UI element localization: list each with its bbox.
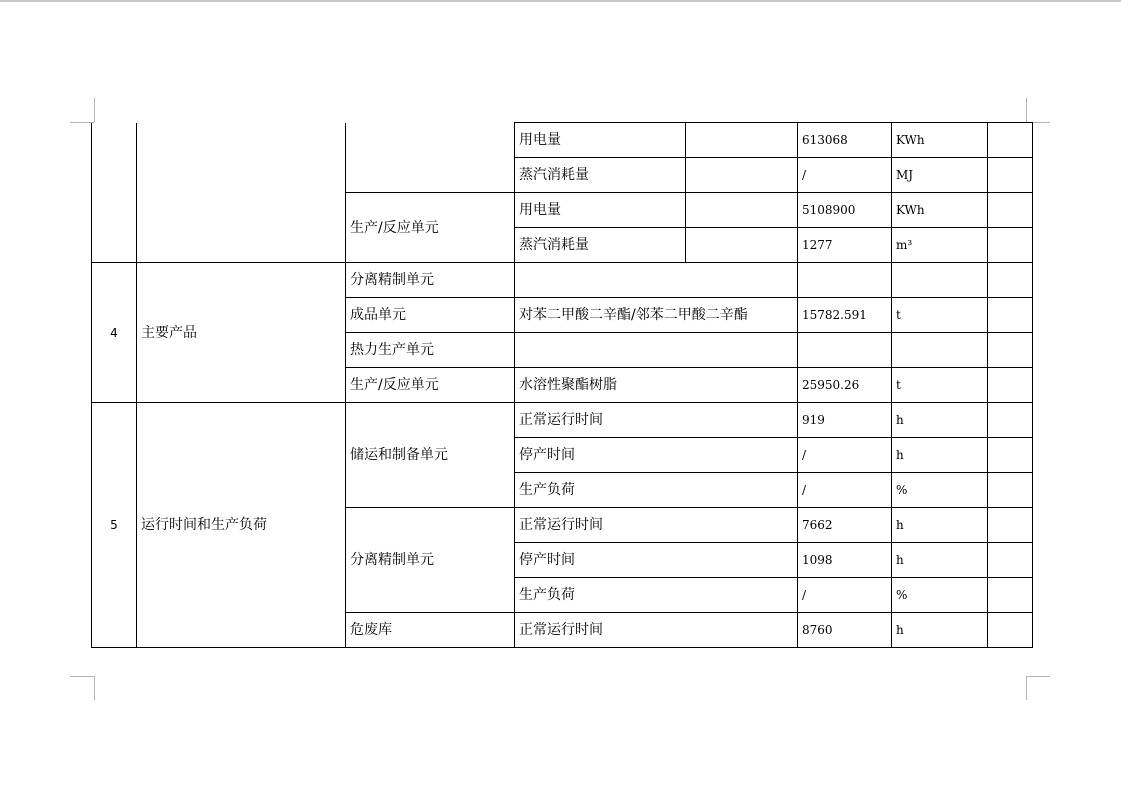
crop-mark-bottom-right-h: [1026, 676, 1050, 677]
table-row: [92, 123, 1033, 158]
unit-cell: 分离精制单元: [346, 508, 515, 613]
section-index: 4: [92, 263, 137, 403]
value-cell: 8760: [798, 613, 892, 648]
value-cell: /: [798, 473, 892, 508]
value-cell: 5108900: [798, 193, 892, 228]
table-row: [92, 403, 1033, 438]
remark-cell: [988, 438, 1033, 473]
measure-unit-cell: %: [892, 578, 988, 613]
value-cell: 15782.591: [798, 298, 892, 333]
value-cell: [798, 333, 892, 368]
measure-unit-cell: [892, 333, 988, 368]
measure-unit-cell: [892, 263, 988, 298]
value-cell: /: [798, 438, 892, 473]
item-cell: 蒸汽消耗量: [515, 158, 686, 193]
table-row: [92, 263, 1033, 298]
item-cell: 正常运行时间: [515, 613, 798, 648]
data-table: [91, 122, 1033, 648]
measure-unit-cell: h: [892, 403, 988, 438]
remark-cell: [988, 473, 1033, 508]
item-cell: 生产负荷: [515, 473, 798, 508]
measure-unit-cell: h: [892, 543, 988, 578]
crop-mark-bottom-left-h: [70, 676, 94, 677]
item-cell: 用电量: [515, 193, 686, 228]
remark-cell: [988, 228, 1033, 263]
value-cell: /: [798, 578, 892, 613]
item-cell: 停产时间: [515, 438, 798, 473]
value-cell: 25950.26: [798, 368, 892, 403]
remark-cell: [988, 508, 1033, 543]
crop-mark-top-left-v: [94, 98, 95, 122]
category-cell: [137, 123, 346, 263]
measure-unit-cell: t: [892, 368, 988, 403]
item-cell: 生产负荷: [515, 578, 798, 613]
remark-cell: [988, 368, 1033, 403]
product-cell: [515, 263, 798, 298]
crop-mark-bottom-left-v: [94, 676, 95, 700]
index-cell: [92, 123, 137, 263]
remark-cell: [988, 123, 1033, 158]
section-index: 5: [92, 403, 137, 648]
measure-unit-cell: t: [892, 298, 988, 333]
item-cell: 用电量: [515, 123, 686, 158]
item-cell: 正常运行时间: [515, 403, 798, 438]
product-cell: 对苯二甲酸二辛酯/邻苯二甲酸二辛酯: [515, 298, 798, 333]
value-cell: [798, 263, 892, 298]
unit-cell: 成品单元: [346, 298, 515, 333]
remark-cell: [988, 158, 1033, 193]
crop-mark-top-right-v: [1026, 98, 1027, 122]
value-cell: 919: [798, 403, 892, 438]
section-title: 主要产品: [137, 263, 346, 403]
unit-cell: 生产/反应单元: [346, 368, 515, 403]
value-cell: 1277: [798, 228, 892, 263]
remark-cell: [988, 613, 1033, 648]
remark-cell: [988, 263, 1033, 298]
remark-cell: [988, 578, 1033, 613]
unit-cell: 生产/反应单元: [346, 193, 515, 263]
item-cell: 正常运行时间: [515, 508, 798, 543]
measure-unit-cell: h: [892, 508, 988, 543]
unit-cell: 危废库: [346, 613, 515, 648]
measure-unit-cell: h: [892, 438, 988, 473]
item-cell: 停产时间: [515, 543, 798, 578]
product-cell: [515, 333, 798, 368]
value-cell: 613068: [798, 123, 892, 158]
measure-unit-cell: %: [892, 473, 988, 508]
blank-cell: [686, 228, 798, 263]
measure-unit-cell: MJ: [892, 158, 988, 193]
unit-cell: 储运和制备单元: [346, 403, 515, 508]
measure-unit-cell: h: [892, 613, 988, 648]
remark-cell: [988, 333, 1033, 368]
value-cell: 7662: [798, 508, 892, 543]
remark-cell: [988, 403, 1033, 438]
window-top-border: [0, 0, 1121, 2]
unit-cell: 热力生产单元: [346, 333, 515, 368]
value-cell: 1098: [798, 543, 892, 578]
blank-cell: [686, 123, 798, 158]
unit-cell: 分离精制单元: [346, 263, 515, 298]
unit-cell: [346, 123, 515, 193]
value-cell: /: [798, 158, 892, 193]
item-cell: 蒸汽消耗量: [515, 228, 686, 263]
measure-unit-cell: KWh: [892, 193, 988, 228]
blank-cell: [686, 193, 798, 228]
blank-cell: [686, 158, 798, 193]
section-title: 运行时间和生产负荷: [137, 403, 346, 648]
measure-unit-cell: m³: [892, 228, 988, 263]
crop-mark-bottom-right-v: [1026, 676, 1027, 700]
remark-cell: [988, 543, 1033, 578]
measure-unit-cell: KWh: [892, 123, 988, 158]
remark-cell: [988, 298, 1033, 333]
product-cell: 水溶性聚酯树脂: [515, 368, 798, 403]
remark-cell: [988, 193, 1033, 228]
